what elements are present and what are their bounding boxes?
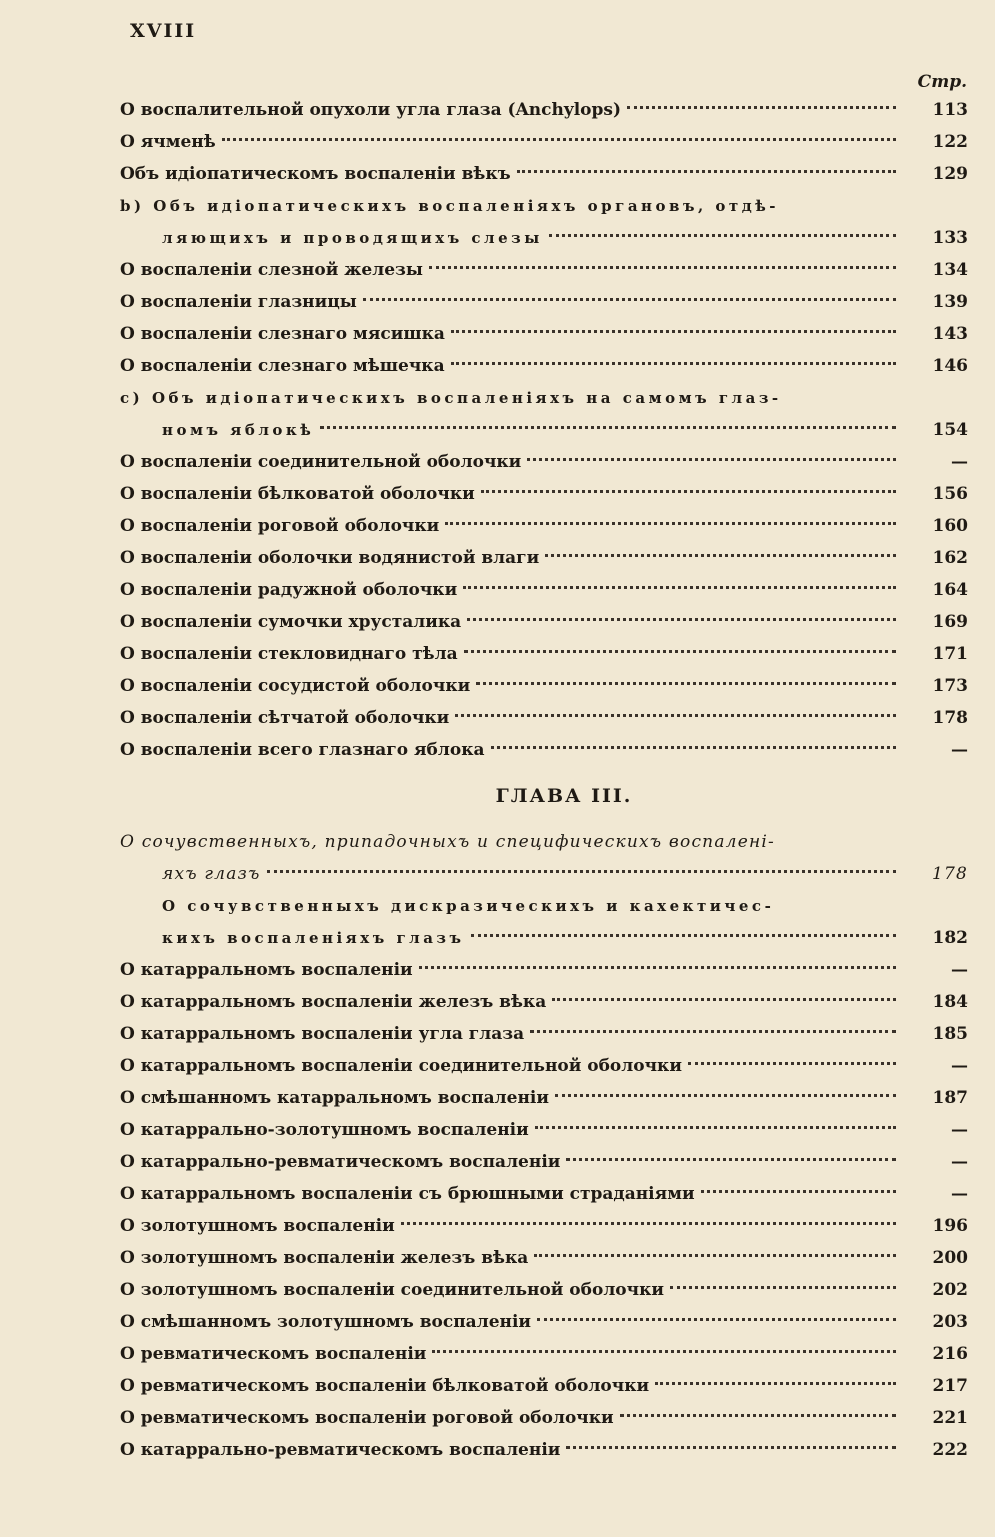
toc-entry-page: 160: [932, 516, 968, 536]
toc-entry[interactable]: [120, 858, 968, 890]
toc-section-title: c) Объ идіопатическихъ воспаленіяхъ на самомъ глаз-: [120, 389, 782, 407]
toc-entry[interactable]: [120, 574, 968, 606]
toc-entry-page: 182: [932, 928, 968, 948]
leader-dots: [491, 746, 897, 749]
toc-entry[interactable]: [120, 1402, 968, 1434]
toc-entry-page: 196: [932, 1216, 968, 1236]
leader-dots: [620, 1414, 896, 1417]
toc-entry[interactable]: [120, 542, 968, 574]
toc-entry-page: 129: [932, 164, 968, 184]
toc-entry-title: О воспаленіи глазницы: [120, 292, 357, 312]
page-column-label: Стр.: [917, 72, 967, 92]
toc-entry[interactable]: [120, 94, 968, 126]
toc-entry-page: 133: [932, 228, 968, 248]
toc-entry[interactable]: [120, 1210, 968, 1242]
toc-entry-title: О катарральномъ воспаленіи угла глаза: [120, 1024, 525, 1044]
toc-entry[interactable]: [120, 1114, 968, 1146]
toc-entry-title: О воспалительной опухоли угла глаза (Anchylops): [120, 100, 622, 120]
toc-entry-page: 178: [932, 708, 968, 728]
toc-entry-page: 187: [932, 1088, 968, 1108]
leader-dots: [701, 1190, 896, 1193]
leader-dots: [527, 458, 896, 461]
leader-dots: [549, 234, 896, 237]
toc-entry[interactable]: [120, 734, 968, 766]
toc-entry-title: О катаррально-ревматическомъ воспаленіи: [120, 1440, 561, 1460]
leader-dots: [419, 966, 896, 969]
toc-entry-title: яхъ глазъ: [162, 864, 261, 884]
toc-entry-page: 178: [931, 864, 968, 884]
leader-dots: [566, 1158, 896, 1161]
toc-entry-page: 143: [932, 324, 968, 344]
toc-entry-title: О ревматическомъ воспаленіи бѣлковатой оболочки: [120, 1376, 650, 1396]
toc-entry-page: 222: [932, 1440, 968, 1460]
toc-entry-page: —: [951, 1120, 968, 1140]
toc-entry-page: —: [951, 1152, 968, 1172]
leader-dots: [455, 714, 896, 717]
page-number: XVIII: [130, 20, 197, 42]
toc-entry-page: 139: [932, 292, 968, 312]
toc-entry[interactable]: [120, 606, 968, 638]
toc-entry-title: О смѣшанномъ катарральномъ воспаленіи: [120, 1088, 549, 1108]
leader-dots: [566, 1446, 896, 1449]
toc-entry[interactable]: [120, 446, 968, 478]
toc-entry-page: 202: [932, 1280, 968, 1300]
toc-entry-title: О катарральномъ воспаленіи съ брюшными страданіями: [120, 1184, 695, 1204]
toc-entry-page: 156: [932, 484, 968, 504]
toc-entry[interactable]: [120, 922, 968, 954]
toc-entry-page: —: [951, 1184, 968, 1204]
toc-entry-page: —: [951, 452, 968, 472]
toc-entry-title: кихъ воспаленіяхъ глазъ: [162, 929, 465, 947]
toc-entry-title: О воспаленіи сумочки хрусталика: [120, 612, 462, 632]
toc-entry-page: 185: [932, 1024, 968, 1044]
toc-entry[interactable]: [120, 1306, 968, 1338]
toc-entry-title: О смѣшанномъ золотушномъ воспаленіи: [120, 1312, 532, 1332]
toc-entry-title: О катарральномъ воспаленіи соединительной оболочки: [120, 1056, 682, 1076]
toc-entry[interactable]: [120, 254, 968, 286]
leader-dots: [363, 298, 896, 301]
toc-entry-title: О воспаленіи всего глазнаго яблока: [120, 740, 485, 760]
toc-entry-page: 154: [932, 420, 968, 440]
leader-dots: [467, 618, 896, 621]
toc-entry-title: О воспаленіи слезнаго мѣшечка: [120, 356, 445, 376]
toc-entry-page: —: [951, 1056, 968, 1076]
toc-entry-title: О воспаленіи бѣлковатой оболочки: [120, 484, 475, 504]
toc-entry[interactable]: [120, 350, 968, 382]
leader-dots: [545, 554, 896, 557]
toc-entry-title: О воспаленіи сѣтчатой оболочки: [120, 708, 450, 728]
toc-entry-page: 164: [932, 580, 968, 600]
toc-entry-page: 200: [932, 1248, 968, 1268]
toc-entry-title: О катаррально-золотушномъ воспаленіи: [120, 1120, 529, 1140]
toc-entry-page: 113: [932, 100, 968, 120]
leader-dots: [320, 426, 896, 429]
leader-dots: [451, 362, 896, 365]
toc-entry-page: —: [951, 960, 968, 980]
toc-entry-title: О катарральномъ воспаленіи железъ вѣка: [120, 992, 547, 1012]
chapter-title: ГЛАВА III.: [495, 785, 633, 807]
toc-entry-title: О золотушномъ воспаленіи железъ вѣка: [120, 1248, 529, 1268]
leader-dots: [537, 1318, 896, 1321]
toc-entry-title: О ревматическомъ воспаленіи: [120, 1344, 427, 1364]
toc-entry-page: 169: [932, 612, 968, 632]
leader-dots: [471, 934, 896, 937]
toc-entry-title: О воспаленіи роговой оболочки: [120, 516, 440, 536]
toc-entry[interactable]: [120, 1082, 968, 1114]
toc-entry-page: 146: [932, 356, 968, 376]
toc-entry-title: номъ яблокѣ: [162, 421, 315, 439]
toc-entry[interactable]: [120, 702, 968, 734]
toc-entry[interactable]: [120, 414, 968, 446]
toc-entry-page: 203: [932, 1312, 968, 1332]
toc-entry[interactable]: [120, 986, 968, 1018]
toc-entry-title: Объ идіопатическомъ воспаленіи вѣкъ: [120, 164, 511, 184]
toc-entry-title: О воспаленіи радужной оболочки: [120, 580, 458, 600]
leader-dots: [517, 170, 896, 173]
toc-section-title: О сочувственныхъ, припадочныхъ и специфическихъ воспалені-: [120, 832, 775, 852]
toc-entry-title: О ячменѣ: [120, 132, 216, 152]
toc-entry-title: ляющихъ и проводящихъ слезы: [162, 229, 543, 247]
toc-entry-page: 221: [932, 1408, 968, 1428]
toc-entry-title: О золотушномъ воспаленіи соединительной оболочки: [120, 1280, 664, 1300]
toc-entry-page: 171: [932, 644, 968, 664]
leader-dots: [534, 1254, 896, 1257]
toc-entry[interactable]: [120, 286, 968, 318]
leader-dots: [222, 138, 896, 141]
leader-dots: [535, 1126, 896, 1129]
leader-dots: [670, 1286, 896, 1289]
toc-entry[interactable]: [120, 126, 968, 158]
toc-entry-title: О катаррально-ревматическомъ воспаленіи: [120, 1152, 561, 1172]
toc-entry[interactable]: [120, 510, 968, 542]
toc-entry-page: 217: [932, 1376, 968, 1396]
leader-dots: [555, 1094, 896, 1097]
toc-section-heading: [120, 190, 968, 222]
leader-dots: [445, 522, 896, 525]
toc-entry-title: О катарральномъ воспаленіи: [120, 960, 413, 980]
leader-dots: [451, 330, 896, 333]
toc-entry[interactable]: [120, 638, 968, 670]
toc-entry[interactable]: [120, 1146, 968, 1178]
leader-dots: [463, 586, 896, 589]
toc-entry-page: 122: [932, 132, 968, 152]
toc-entry[interactable]: [120, 1274, 968, 1306]
leader-dots: [401, 1222, 896, 1225]
toc-entry-page: 134: [932, 260, 968, 280]
leader-dots: [688, 1062, 896, 1065]
toc-entry-title: О воспаленіи слезной железы: [120, 260, 423, 280]
leader-dots: [530, 1030, 896, 1033]
toc-section-title: О сочувственныхъ дискразическихъ и кахектичес-: [162, 897, 775, 915]
toc-entry[interactable]: [120, 954, 968, 986]
toc-section-heading: [120, 826, 968, 858]
toc-entry-page: —: [951, 740, 968, 760]
toc-entry[interactable]: [120, 158, 968, 190]
leader-dots: [432, 1350, 896, 1353]
toc-entry-page: 173: [932, 676, 968, 696]
toc-entry-page: 216: [932, 1344, 968, 1364]
toc-entry-title: О золотушномъ воспаленіи: [120, 1216, 395, 1236]
leader-dots: [481, 490, 896, 493]
leader-dots: [464, 650, 896, 653]
toc-entry[interactable]: [120, 478, 968, 510]
toc-entry[interactable]: [120, 1370, 968, 1402]
toc-section-heading: [120, 382, 968, 414]
toc-entry-title: О воспаленіи стекловиднаго тѣла: [120, 644, 458, 664]
leader-dots: [627, 106, 896, 109]
toc-entry[interactable]: [120, 670, 968, 702]
toc-entry[interactable]: [120, 222, 968, 254]
toc-section-heading: [120, 890, 968, 922]
toc-entry[interactable]: [120, 1178, 968, 1210]
toc-entry-title: О воспаленіи сосудистой оболочки: [120, 676, 471, 696]
toc-entry[interactable]: [120, 1338, 968, 1370]
toc-section-title: b) Объ идіопатическихъ воспаленіяхъ органовъ, отдѣ-: [120, 197, 779, 215]
toc-entry-page: 184: [932, 992, 968, 1012]
toc-entry[interactable]: [120, 1434, 968, 1466]
toc-entry-title: О ревматическомъ воспаленіи роговой оболочки: [120, 1408, 614, 1428]
leader-dots: [267, 870, 896, 873]
leader-dots: [476, 682, 896, 685]
toc-entry-page: 162: [932, 548, 968, 568]
table-of-contents: [120, 94, 968, 1466]
toc-entry-title: О воспаленіи оболочки водянистой влаги: [120, 548, 540, 568]
leader-dots: [429, 266, 896, 269]
toc-entry-title: О воспаленіи соединительной оболочки: [120, 452, 522, 472]
toc-entry-title: О воспаленіи слезнаго мясишка: [120, 324, 445, 344]
toc-entry[interactable]: [120, 1018, 968, 1050]
toc-entry[interactable]: [120, 1050, 968, 1082]
leader-dots: [552, 998, 896, 1001]
leader-dots: [655, 1382, 896, 1385]
toc-entry[interactable]: [120, 1242, 968, 1274]
toc-entry[interactable]: [120, 318, 968, 350]
